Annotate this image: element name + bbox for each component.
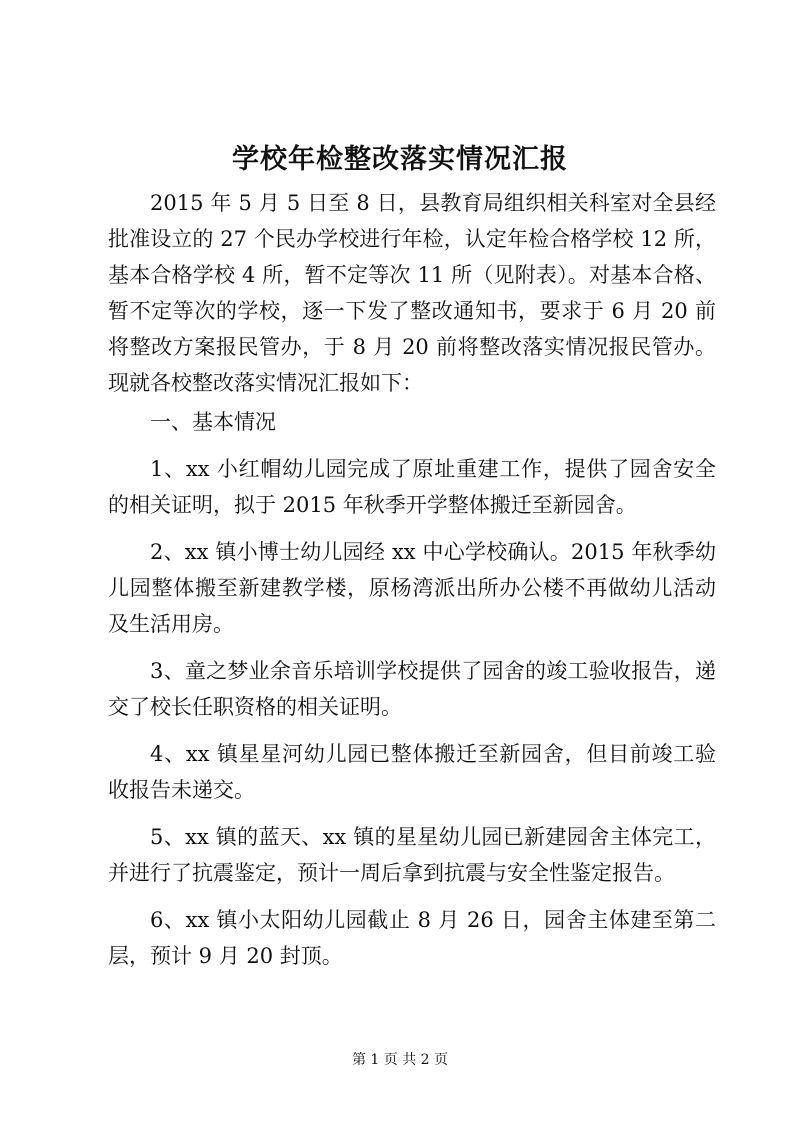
document-body — [108, 185, 716, 985]
list-item-2: 2、xx 镇小博士幼儿园经 xx 中心学校确认。2015 年秋季幼儿园整体搬至新建教学楼，原杨湾派出所办公楼不再做幼儿活动及生活用房。 — [108, 540, 716, 636]
page-footer: 第 1 页 共 2 页 — [351, 1052, 449, 1068]
list-item-3: 3、童之梦业余音乐培训学校提供了园舍的竣工验收报告，递交了校长任职资格的相关证明。 — [108, 659, 716, 719]
section-heading-basic-situation: 一、基本情况 — [150, 410, 276, 434]
list-item-1: 1、xx 小红帽幼儿园完成了原址重建工作，提供了园舍安全的相关证明，拟于 2015 年秋季开学整体搬迁至新园舍。 — [108, 457, 716, 517]
list-item-4: 4、xx 镇星星河幼儿园已整体搬迁至新园舍，但目前竣工验收报告未递交。 — [108, 742, 716, 802]
document-title: 学校年检整改落实情况汇报 — [232, 144, 568, 175]
list-item-6: 6、xx 镇小太阳幼儿园截止 8 月 26 日，园舍主体建至第二层，预计 9 月 20 封顶。 — [108, 908, 716, 968]
list-item-5: 5、xx 镇的蓝天、xx 镇的星星幼儿园已新建园舍主体完工，并进行了抗震鉴定，预计一周后拿到抗震与安全性鉴定报告。 — [108, 825, 716, 885]
intro-paragraph: 2015 年 5 月 5 日至 8 日，县教育局组织相关科室对全县经批准设立的 27 个民办学校进行年检，认定年检合格学校 12 所，基本合格学校 4 所，暂不定等次 11 所（见附表）。对基本合格、暂不定等次的学校，逐一下发了整改通知书，要求于 6 月 20 前将整改方案报民管办，于 8 月 20 前将整改落实情况报民管办。现就各校整改落实情况汇报如下： — [108, 191, 716, 395]
